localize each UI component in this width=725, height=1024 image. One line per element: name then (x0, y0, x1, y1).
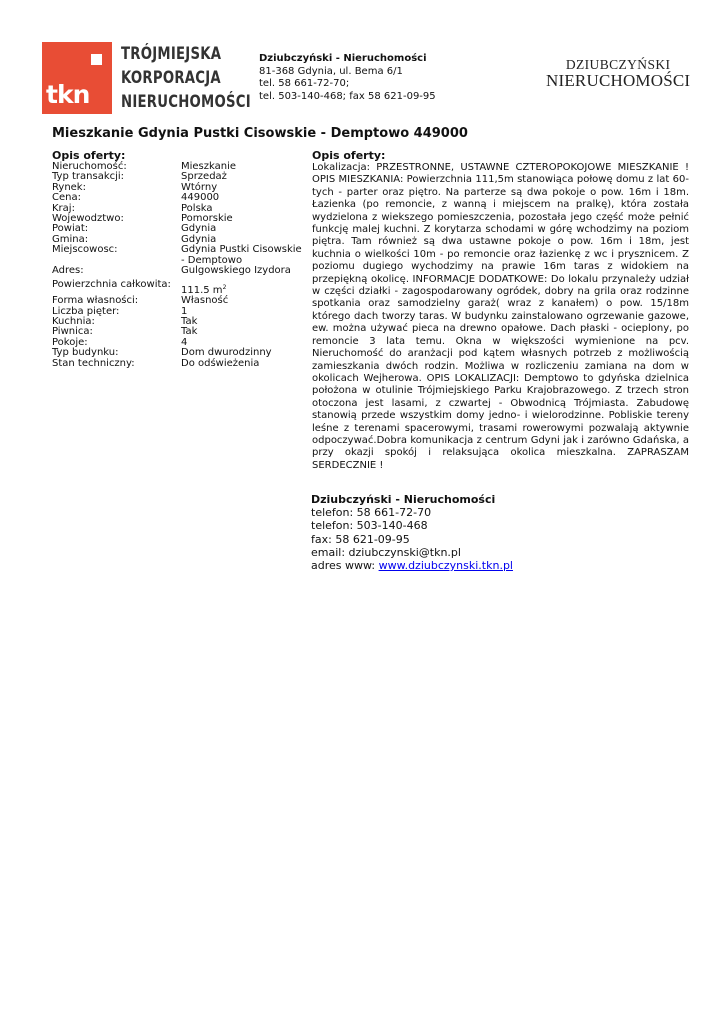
contact-company-name: Dziubczyński - Nieruchomości (311, 493, 496, 506)
property-label: Powiat: (52, 223, 89, 235)
property-row (52, 172, 302, 182)
property-value-text: Tak (181, 326, 198, 338)
logo-line-3: NIERUCHOMOŚCI (121, 92, 251, 112)
contact-block (311, 493, 513, 572)
header-phone: tel. 58 661-72-70; (259, 78, 350, 89)
property-row (52, 245, 302, 266)
property-label: Pokoje: (52, 336, 88, 348)
property-label: Adres: (52, 264, 84, 276)
property-value-text: 1 (181, 305, 188, 317)
property-value-text: Gulgowskiego Izydora (181, 264, 291, 276)
logo-square-icon (91, 54, 102, 65)
property-value (181, 245, 305, 266)
header-company-info (259, 53, 436, 103)
property-label: Kraj: (52, 202, 75, 214)
property-label: Gmina: (52, 233, 89, 245)
property-label: Rynek: (52, 181, 86, 193)
property-value (181, 327, 305, 337)
property-value-text: 4 (181, 336, 188, 348)
offer-details (52, 150, 302, 369)
property-label: Liczba pięter: (52, 305, 120, 317)
property-label: Miejscowosc: (52, 244, 118, 256)
property-label: Stan techniczny: (52, 357, 135, 369)
property-label: Powierzchnia całkowita: (52, 279, 171, 291)
website-label: adres www: (311, 559, 379, 573)
property-label: Wojewodztwo: (52, 212, 124, 224)
property-label: Nieruchomość: (52, 161, 127, 172)
property-label: Forma własności: (52, 295, 139, 307)
contact-phone-1: telefon: 58 661-72-70 (311, 506, 432, 520)
property-value (181, 266, 305, 276)
property-value (181, 296, 305, 306)
property-value-text: Gdynia (181, 233, 217, 245)
logo-line-1: TRÓJMIEJSKA (121, 44, 222, 64)
contact-website (311, 559, 513, 572)
property-value-text: Gdynia (181, 223, 217, 235)
brand-line-1: DZIUBCZYŃSKI (565, 57, 671, 72)
property-value-text: Gdynia Pustki Cisowskie - Demptowo (181, 244, 302, 266)
property-value-text: Wtórny (181, 181, 218, 193)
property-row (52, 183, 302, 193)
property-label: Piwnica: (52, 326, 93, 338)
property-value-text: Sprzedaż (181, 171, 227, 183)
property-row (52, 193, 302, 203)
property-value (181, 317, 305, 327)
property-row (52, 214, 302, 224)
agency-brand-logo (546, 58, 690, 90)
contact-fax: fax: 58 621-09-95 (311, 532, 410, 546)
header-phone-fax: tel. 503-140-468; fax 58 621-09-95 (259, 90, 436, 102)
offer-description: Lokalizacja: PRZESTRONNE, USTAWNE CZTEROPOKOJOWE MIESZKANIE ! OPIS MIESZKANIA: Powierzchnia 111,5m stanowiąca połowę domu z lat 60-tych - parter oraz piętro. Na parterze są dwa pokoje o pow. 16m i 18m. Łazienka (po remoncie, z wanną i miejscem na pralkę), która została wydzielona z wiekszego pomieszczenia, pozostała jego część może pełnić funkcję malej kuchni. Z korytarza schodami w górę wchodzimy na poziom piętra. Tam również są dwa ustawne pokoje o pow. 16m i 18m, jest kuchnia o wielkości 10m - po remoncie oraz łazienkę z wc i prysznicem. Z poziomu dugiego wychodzimy na prawie 16m taras z widokiem na przepiękną okolicę. INFORMACJE DODATKOWE: Do lokalu przynależy udział w części działki - zagospodarowany ogródek, dobry na grila oraz rodzinne spotkania oraz samodzielny garaż( wraz z kanałem) o pow. 15/18m którego dach tworzy taras. W budynku zainstalowano ogrzewanie gazowe, ew. można używać pieca na drewno opałowe. Dach płaski - ocieplony, po remoncie 3 lata temu. Okna w większości wymienione na pcv. Nieruchomość do aranżacji pod kątem własnych potrzeb z możliwością zamieszkania dwóch rodzin. Możliwa w rozliczeniu zamiana na dom w okolicach Wejherowa. OPIS LOKALIZACJI: Demptowo to gdyńska dzielnica położona w otulinie Trójmiejskiego Parku Krajobrazowego. Z trzech stron otoczona jest lasami, z czwartej - Obwodnicą Trójmiasta. Zabudowę stanowią przede wszystkim domy jedno- i wielorodzinne. Pobliskie tereny leśne z terenami spacerowymi, trasami rowerowymi pozwalają aktywnie odpoczywać.Dobra komunikacja z centrum Gdyni jak i zarówno Gdańska, a przy okazji spokój i relaksująca okolica mieszkalna. ZAPRASZAM SERDECZNIE ! (312, 162, 689, 471)
logo-mark-text: tkn (46, 80, 90, 109)
property-label: Typ transakcji: (52, 171, 125, 183)
property-value-text: Pomorskie (181, 212, 233, 224)
unit-exponent: 2 (222, 284, 227, 292)
logo-wordmark (121, 42, 251, 114)
header-company-name: Dziubczyński - Nieruchomości (259, 53, 427, 64)
description-heading: Opis oferty: (312, 149, 386, 162)
property-list (52, 162, 302, 369)
property-value-text: 111.5 m (181, 285, 223, 297)
property-value-text: Do odświeżenia (181, 357, 260, 369)
website-link[interactable]: www.dziubczynski.tkn.pl (378, 559, 513, 573)
property-value (181, 359, 305, 369)
tkn-logo-mark (42, 42, 112, 114)
property-label: Cena: (52, 192, 81, 204)
property-row (52, 359, 302, 369)
offer-description-section (312, 150, 689, 472)
property-row (52, 266, 302, 276)
property-value (181, 307, 305, 317)
property-row (52, 327, 302, 337)
property-label: Kuchnia: (52, 316, 95, 328)
property-value-text: Dom dwurodzinny (181, 347, 272, 359)
logo-line-2: KORPORACJA (121, 68, 221, 88)
property-value-text: Własność (181, 295, 229, 307)
property-value-text: Polska (181, 202, 213, 214)
property-value-text: 449000 (181, 192, 220, 204)
header-address: 81-368 Gdynia, ul. Bema 6/1 (259, 65, 403, 77)
details-heading: Opis oferty: (52, 149, 126, 162)
brand-line-2: NIERUCHOMOŚCI (546, 71, 691, 90)
contact-phone-2: telefon: 503-140-468 (311, 519, 428, 533)
property-label: Typ budynku: (52, 347, 119, 359)
property-value-text: Mieszkanie (181, 161, 237, 172)
property-value-text: Tak (181, 316, 198, 328)
property-row (52, 276, 302, 296)
property-row (52, 224, 302, 234)
contact-email: email: dziubczynski@tkn.pl (311, 545, 461, 559)
offer-title: Mieszkanie Gdynia Pustki Cisowskie - Demptowo 449000 (52, 126, 468, 141)
